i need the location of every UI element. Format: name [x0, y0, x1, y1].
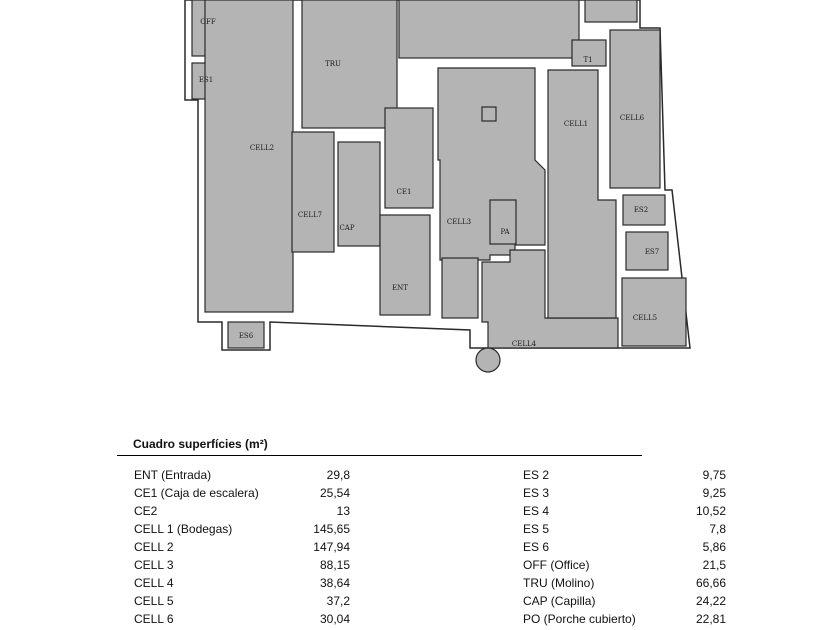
label-es6: ES6: [238, 332, 254, 340]
table-row-name: ES 6: [523, 540, 550, 554]
label-off: OFF: [200, 18, 216, 26]
table-row-value: 66,66: [695, 576, 726, 590]
table-row-name: CELL 4: [134, 576, 174, 590]
label-cell1: CELL1: [563, 120, 589, 128]
table-row-value: 30,04: [319, 612, 350, 626]
table-row-name: ES 4: [523, 504, 550, 518]
table-row-name: PO (Porche cubierto): [523, 612, 636, 626]
table-row-name: CELL 5: [134, 594, 174, 608]
table-row-value: 22,81: [695, 612, 726, 626]
table-row-name: ES 2: [523, 468, 550, 482]
table-row-value: 24,22: [695, 594, 726, 608]
table-row-value: 38,64: [319, 576, 350, 590]
table-row-value: 29,8: [326, 468, 350, 482]
table-row-value: 10,52: [695, 504, 726, 518]
table-row-name: CELL 2: [134, 540, 174, 554]
table-row-value: 25,54: [319, 486, 350, 500]
table-row-value: 37,2: [326, 594, 350, 608]
table-row-name: TRU (Molino): [523, 576, 595, 590]
label-es2: ES2: [633, 206, 649, 214]
table-row-name: CELL 6: [134, 612, 174, 626]
table-rule: [117, 455, 642, 456]
table-row-name: CAP (Capilla): [523, 594, 596, 608]
table-row-name: CELL 1 (Bodegas): [134, 522, 233, 536]
label-cell7: CELL7: [297, 211, 323, 219]
label-cell3: CELL3: [446, 218, 472, 226]
label-cell6: CELL6: [619, 114, 645, 122]
label-ent: ENT: [392, 284, 408, 292]
table-row-value: 147,94: [313, 540, 350, 554]
table-row-name: CELL 3: [134, 558, 174, 572]
table-row-value: 5,86: [702, 540, 726, 554]
table-row-value: 7,8: [709, 522, 726, 536]
label-pa: PA: [500, 228, 510, 236]
table-row-name: ENT (Entrada): [134, 468, 212, 482]
table-row-value: 13: [336, 504, 350, 518]
label-es7: ES7: [644, 248, 660, 256]
table-row-name: ES 5: [523, 522, 550, 536]
table-row-name: CE2: [134, 504, 158, 518]
label-cap: CAP: [339, 224, 355, 232]
table-row-value: 9,75: [702, 468, 726, 482]
table-row-name: CE1 (Caja de escalera): [134, 486, 259, 500]
table-row-value: 21,5: [702, 558, 726, 572]
table-title: Cuadro superfícies (m²): [133, 437, 268, 451]
label-cell5: CELL5: [632, 314, 658, 322]
label-cell4: CELL4: [511, 340, 537, 348]
label-tru: TRU: [325, 60, 341, 68]
table-row-name: OFF (Office): [523, 558, 590, 572]
label-es1: ES1: [198, 76, 214, 84]
table-row-value: 145,65: [313, 522, 350, 536]
table-row-name: ES 3: [523, 486, 550, 500]
table-row-value: 9,25: [702, 486, 726, 500]
label-cell2: CELL2: [249, 144, 275, 152]
label-t1: T1: [583, 56, 593, 64]
label-ce1: CE1: [396, 188, 412, 196]
table-row-value: 88,15: [319, 558, 350, 572]
